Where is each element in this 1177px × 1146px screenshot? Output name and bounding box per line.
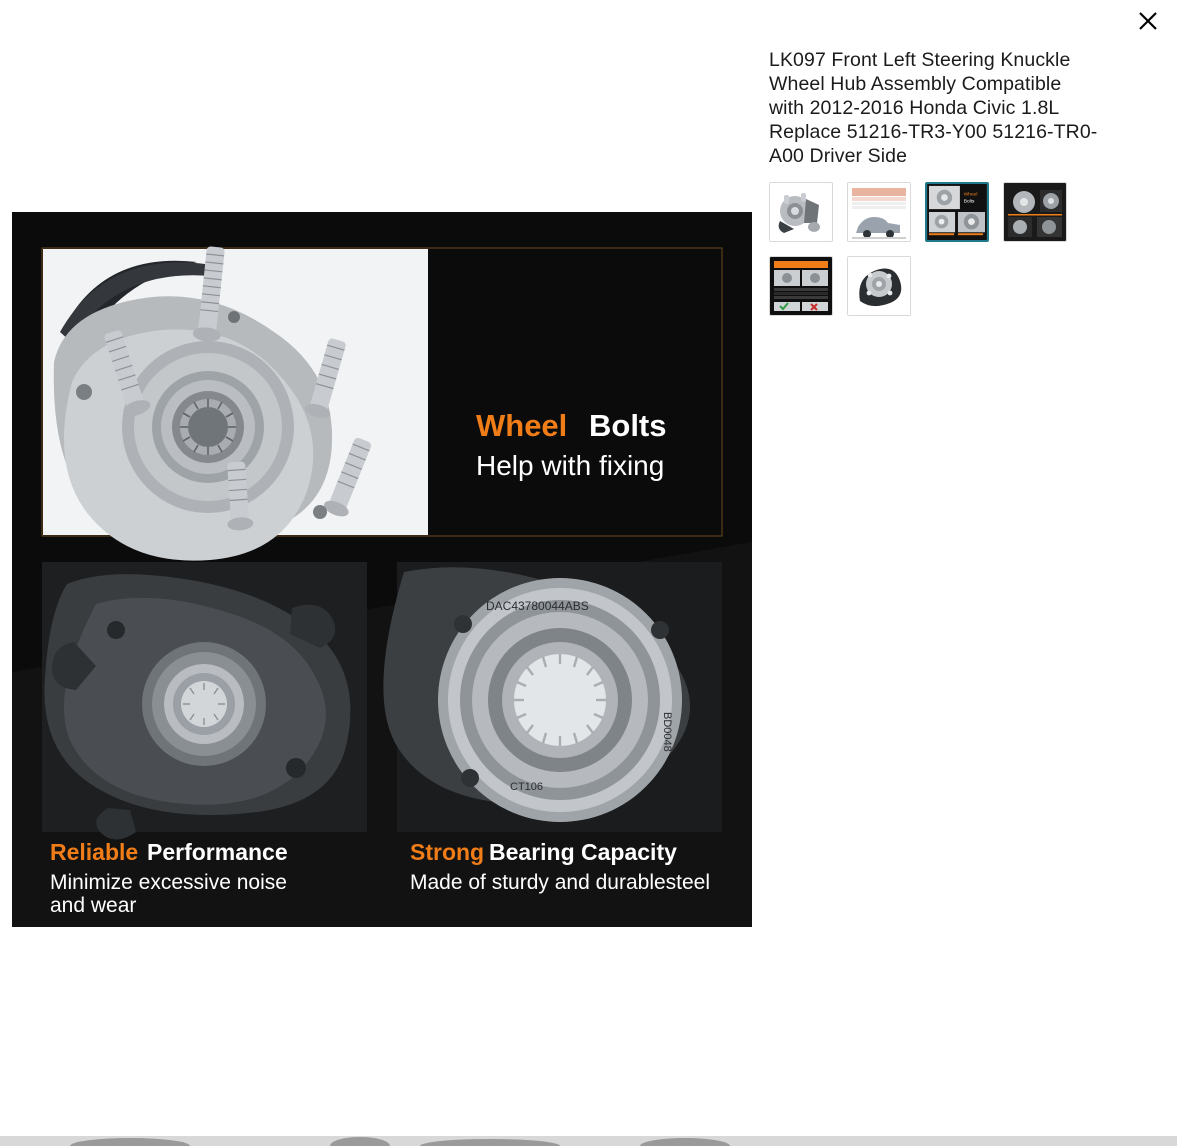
- thumbnail-strip: [769, 182, 1099, 316]
- main-product-image[interactable]: [12, 212, 752, 927]
- reliable-subline-2: and wear: [50, 894, 137, 917]
- installation-diagram-icon: [1004, 183, 1066, 241]
- svg-text:Wheel: Wheel: [963, 192, 978, 198]
- spec-table-icon: [770, 257, 832, 315]
- close-icon[interactable]: [1133, 6, 1163, 36]
- reliable-subline-1: Minimize excessive noise: [50, 871, 287, 894]
- page-title: LK097 Front Left Steering Knuckle Wheel Hub Assembly Compatible with 2012-2016 Honda Civic 1.8L Replace 51216-TR3-Y00 51216-TR0-A00 Driver Side: [769, 49, 1098, 167]
- bearing-top-marking: DAC43780044ABS: [486, 599, 589, 613]
- bearing-right-marking: BD0048: [661, 712, 673, 752]
- thumbnail-1[interactable]: [769, 182, 833, 242]
- wheel-bolts-subline: Help with fixing: [476, 450, 665, 481]
- thumbnail-2[interactable]: [847, 182, 911, 242]
- thumbnail-4[interactable]: [1003, 182, 1067, 242]
- product-info-panel: [769, 48, 1099, 316]
- wheel-bolts-headline-rest: Bolts: [589, 408, 667, 443]
- compatibility-chart-icon: [848, 183, 910, 241]
- close-icon-glyph: [1133, 6, 1163, 36]
- thumbnail-3[interactable]: [925, 182, 989, 242]
- feature-callouts-icon: [927, 184, 987, 240]
- main-image-graphic: [12, 212, 752, 927]
- thumbnail-6[interactable]: [847, 256, 911, 316]
- bearing-subline-1: Made of sturdy and durablesteel: [410, 871, 711, 894]
- thumbnail-5[interactable]: [769, 256, 833, 316]
- bearing-headline-accent: Strong: [410, 839, 485, 865]
- bearing-bottom-marking: CT106: [510, 781, 544, 793]
- hub-rear-view-icon: [848, 257, 910, 315]
- background-page-sliver: [0, 1136, 1177, 1146]
- wheel-bolts-headline-accent: Wheel: [476, 408, 568, 443]
- reliable-headline-rest: Performance: [147, 839, 288, 865]
- steering-knuckle-photo-icon: [770, 183, 832, 241]
- reliable-headline-accent: Reliable: [50, 839, 139, 865]
- bearing-headline-rest: Bearing Capacity: [489, 839, 677, 865]
- svg-text:Bolts: Bolts: [963, 199, 975, 205]
